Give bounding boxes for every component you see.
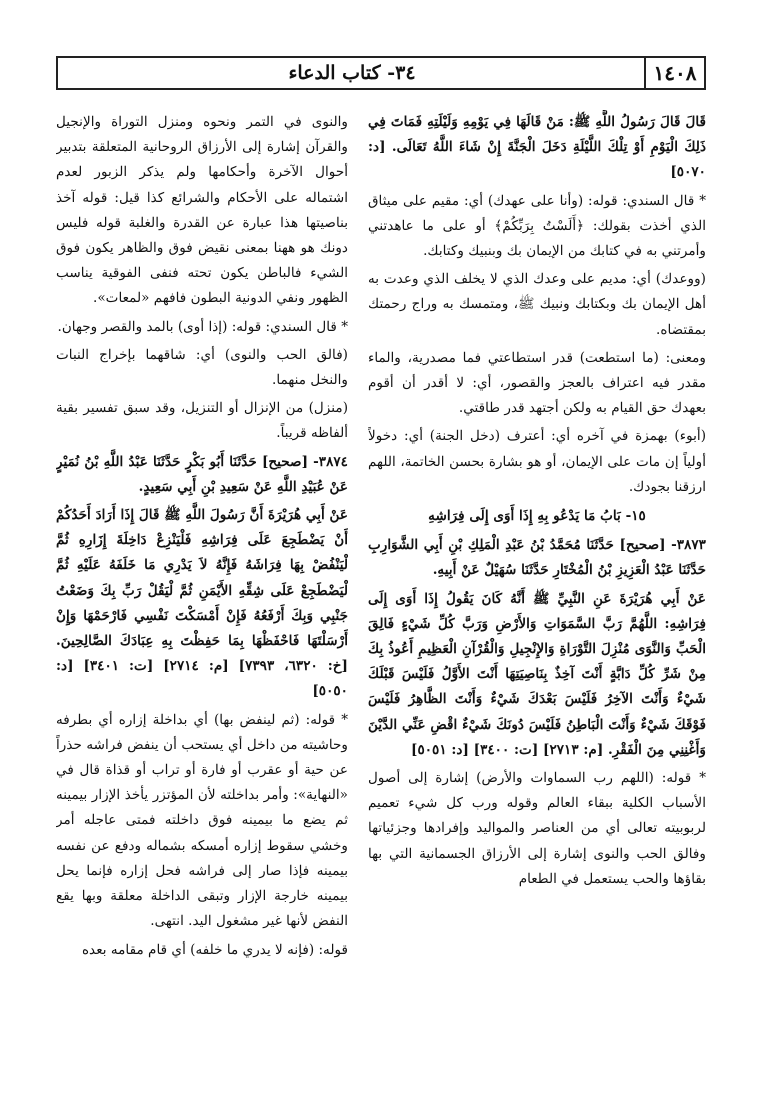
commentary-paragraph: * قال السندي: قوله: (إذا أوى) بالمد والقصر وجهان. xyxy=(57,318,348,335)
hadith-text: قَالَ قَالَ رَسُولُ اللَّهِ ﷺ: مَنْ قَالَهَا فِي يَوْمِهِ وَلَيْلَتِهِ فَمَاتَ فِي ذَلِكَ الْيَوْمِ أَوْ تِلْكَ اللَّيْلَةِ دَخَلَ الْجَنَّةَ إِنْ شَاءَ اللَّهُ تَعَالَى. [د: ٥٠٧٠] xyxy=(368,114,706,181)
chapter-title: ٣٤- كتاب الدعاء xyxy=(288,62,416,84)
hadith-chain: ٣٨٧٤- [صحيح] حَدَّثَنَا أَبُو بَكْرٍ حَدَّثَنَا عَبْدُ اللَّهِ بْنُ نُمَيْرٍ عَنْ عُبَيْدِ اللَّهِ عَنْ سَعِيدِ بْنِ أَبِي سَعِيدٍ. xyxy=(56,453,348,495)
hadith-text: عَنْ أَبِي هُرَيْرَةَ أَنَّ رَسُولَ اللَّهِ ﷺ قَالَ إِذَا أَرَادَ أَحَدُكُمْ أَنْ يَضْطَجِعَ عَلَى فِرَاشِهِ فَلْيَنْزِعْ دَاخِلَةَ إِزَارِهِ ثُمَّ لْيَنْفُضْ بِهَا فِرَاشَهُ فَإِنَّهُ لاَ يَدْرِي مَا خَلَفَهُ عَلَيْهِ ثُمَّ لْيَضْطَجِعْ عَلَى شِقِّهِ الأَيْمَنِ ثُمَّ لْيَقُلْ رَبِّ بِكَ وَضَعْتُ جَنْبِي وَبِكَ أَرْفَعُهُ فَإِنْ أَمْسَكْتَ نَفْسِي فَارْحَمْهَا وَإِنْ أَرْسَلْتَهَا فَاحْفَظْهَا بِمَا حَفِظْتَ بِهِ عِبَادَكَ الصَّالِحِينَ. [خ: ٦٣٢٠، ٧٣٩٣] [م: ٢٧١٤] [ت: ٣٤٠١] [د: ٥٠٥٠] xyxy=(56,507,348,700)
hadith-chain: ٣٨٧٣- [صحيح] حَدَّثَنَا مُحَمَّدُ بْنُ عَبْدِ الْمَلِكِ بْنِ أَبِي الشَّوَارِبِ حَدَّثَنَا عَبْدُ الْعَزِيزِ بْنُ الْمُخْتَارِ حَدَّثَنَا سُهَيْلٌ عَنْ أَبِيهِ. xyxy=(368,537,706,579)
right-column xyxy=(368,110,706,1090)
commentary-paragraph: قوله: (فإنه لا يدري ما خلفه) أي قام مقامه بعده xyxy=(81,941,348,958)
page-header xyxy=(56,56,706,90)
page-number: ١٤٠٨ xyxy=(644,58,704,88)
commentary-paragraph: * قوله: (ثم لينفض بها) أي بداخلة إزاره أي بطرفه وحاشيته من داخل أي يستحب أن ينفض فراشه حذراً عن حية أو عقرب أو فارة أو تراب أو قذاة قال في «النهاية»: وأمر بداخلته لأن المؤتزر يأخذ الإزار بيمينه ثم يضع ما بيمينه فوق داخلته فمتى عاجله أمر وخشي سقوط إزاره أمسكه بشماله ودفع عن نفسه بيمينه فإذا صار إلى فراشه فحل إزاره فإنما يحل بيمينه خارجة الإزار وتبقى الداخلة معلقة وبها يقع النفض لأنها غير مشغول اليد. انتهى. xyxy=(56,711,348,930)
commentary-paragraph: (أبوء) بهمزة في آخره أي: أعترف (دخل الجنة) أي: دخولاً أولياً إن مات على الإيمان، أو هو بشارة بحسن الخاتمة، اللهم ارزقنا بجودك. xyxy=(368,428,706,495)
commentary-paragraph: (منزل) من الإنزال أو التنزيل، وقد سبق تفسير بقية ألفاظه قريباً. xyxy=(56,400,348,442)
commentary-paragraph: ومعنى: (ما استطعت) قدر استطاعتي فما مصدرية، والماء مقدر فيه اعتراف بالعجز والقصور، أي: لا أقدر أن أقوم بعهدك حق القيام به ولكن أجتهد قدر طاقتي. xyxy=(368,349,706,417)
commentary-paragraph: (ووعدك) أي: مديم على وعدك الذي لا يخلف الذي وعدت به أهل الإيمان بك وبكتابك ونبيك ﷺ، ومتمسك به وراج رحمتك بمقتضاه. xyxy=(368,271,706,338)
left-column xyxy=(56,110,348,1090)
commentary-paragraph: والنوى في التمر ونحوه ومنزل التوراة والإنجيل والقرآن إشارة إلى الأرزاق الروحانية المتعلقة بتدبير أحوال الآخرة وأحكامها ولم يذكر الزبور لعدم اشتماله على الأحكام والشرائع كذا قيل: قوله آخذ بناصيتها هذا عبارة عن القدرة والغلبة قوله فليس دونك هو ههنا بمعنى نقيض فوق والظاهر يكون فوق الشيء فالباطن يكون تحته فنفى الفوقية يناسب الظهور ونفي الدونية البطون فافهم «لمعات». xyxy=(56,114,348,307)
section-heading: ١٥- بَابُ مَا يَدْعُو بِهِ إِذَا أَوَى إِلَى فِرَاشِهِ xyxy=(428,508,646,525)
commentary-paragraph: * قوله: (اللهم رب السماوات والأرض) إشارة إلى أصول الأسباب الكلية ببقاء العالم وقوله ورب كل شيء تعميم لربوبيته تعالى أي من العناصر والمواليد وإفرادها وجزئياتها وفالق الحب والنوى إشارة إلى الأرزاق الجسمانية التي بها بقاؤها والحب يستعمل في الطعام xyxy=(368,770,706,887)
hadith-text: عَنْ أَبِي هُرَيْرَةَ عَنِ النَّبِيِّ ﷺ أَنَّهُ كَانَ يَقُولُ إِذَا أَوَى إِلَى فِرَاشِهِ: اللَّهُمَّ رَبَّ السَّمَوَاتِ وَالأَرْضِ وَرَبَّ كُلِّ شَيْءٍ فَالِقَ الْحَبِّ وَالنَّوَى مُنْزِلَ التَّوْرَاةِ وَالإِنْجِيلِ وَالْقُرْآنِ الْعَظِيمِ أَعُوذُ بِكَ مِنْ شَرِّ كُلِّ دَابَّةٍ أَنْتَ آخِذٌ بِنَاصِيَتِهَا أَنْتَ الأَوَّلُ فَلَيْسَ قَبْلَكَ شَيْءٌ وَأَنْتَ الآخِرُ فَلَيْسَ بَعْدَكَ شَيْءٌ وَأَنْتَ الظَّاهِرُ فَلَيْسَ فَوْقَكَ شَيْءٌ وَأَنْتَ الْبَاطِنُ فَلَيْسَ دُونَكَ شَيْءٌ اقْضِ عَنِّي الدَّيْنَ وَأَغْنِنِي مِنَ الْفَقْرِ. [م: ٢٧١٣] [ت: ٣٤٠٠] [د: ٥٠٥١] xyxy=(368,590,706,758)
commentary-paragraph: (فالق الحب والنوى) أي: شاقهما بإخراج النبات والنخل منهما. xyxy=(56,346,348,389)
commentary-paragraph: * قال السندي: قوله: (وأنا على عهدك) أي: مقيم على ميثاق الذي أخذت بقولك: ﴿أَلَسْتُ بِرَبِّكُمْ﴾ أو على ما عاهدتني وأمرتني به في كتابك من الإيمان بك وبنبيك وكتابك. xyxy=(368,192,706,260)
